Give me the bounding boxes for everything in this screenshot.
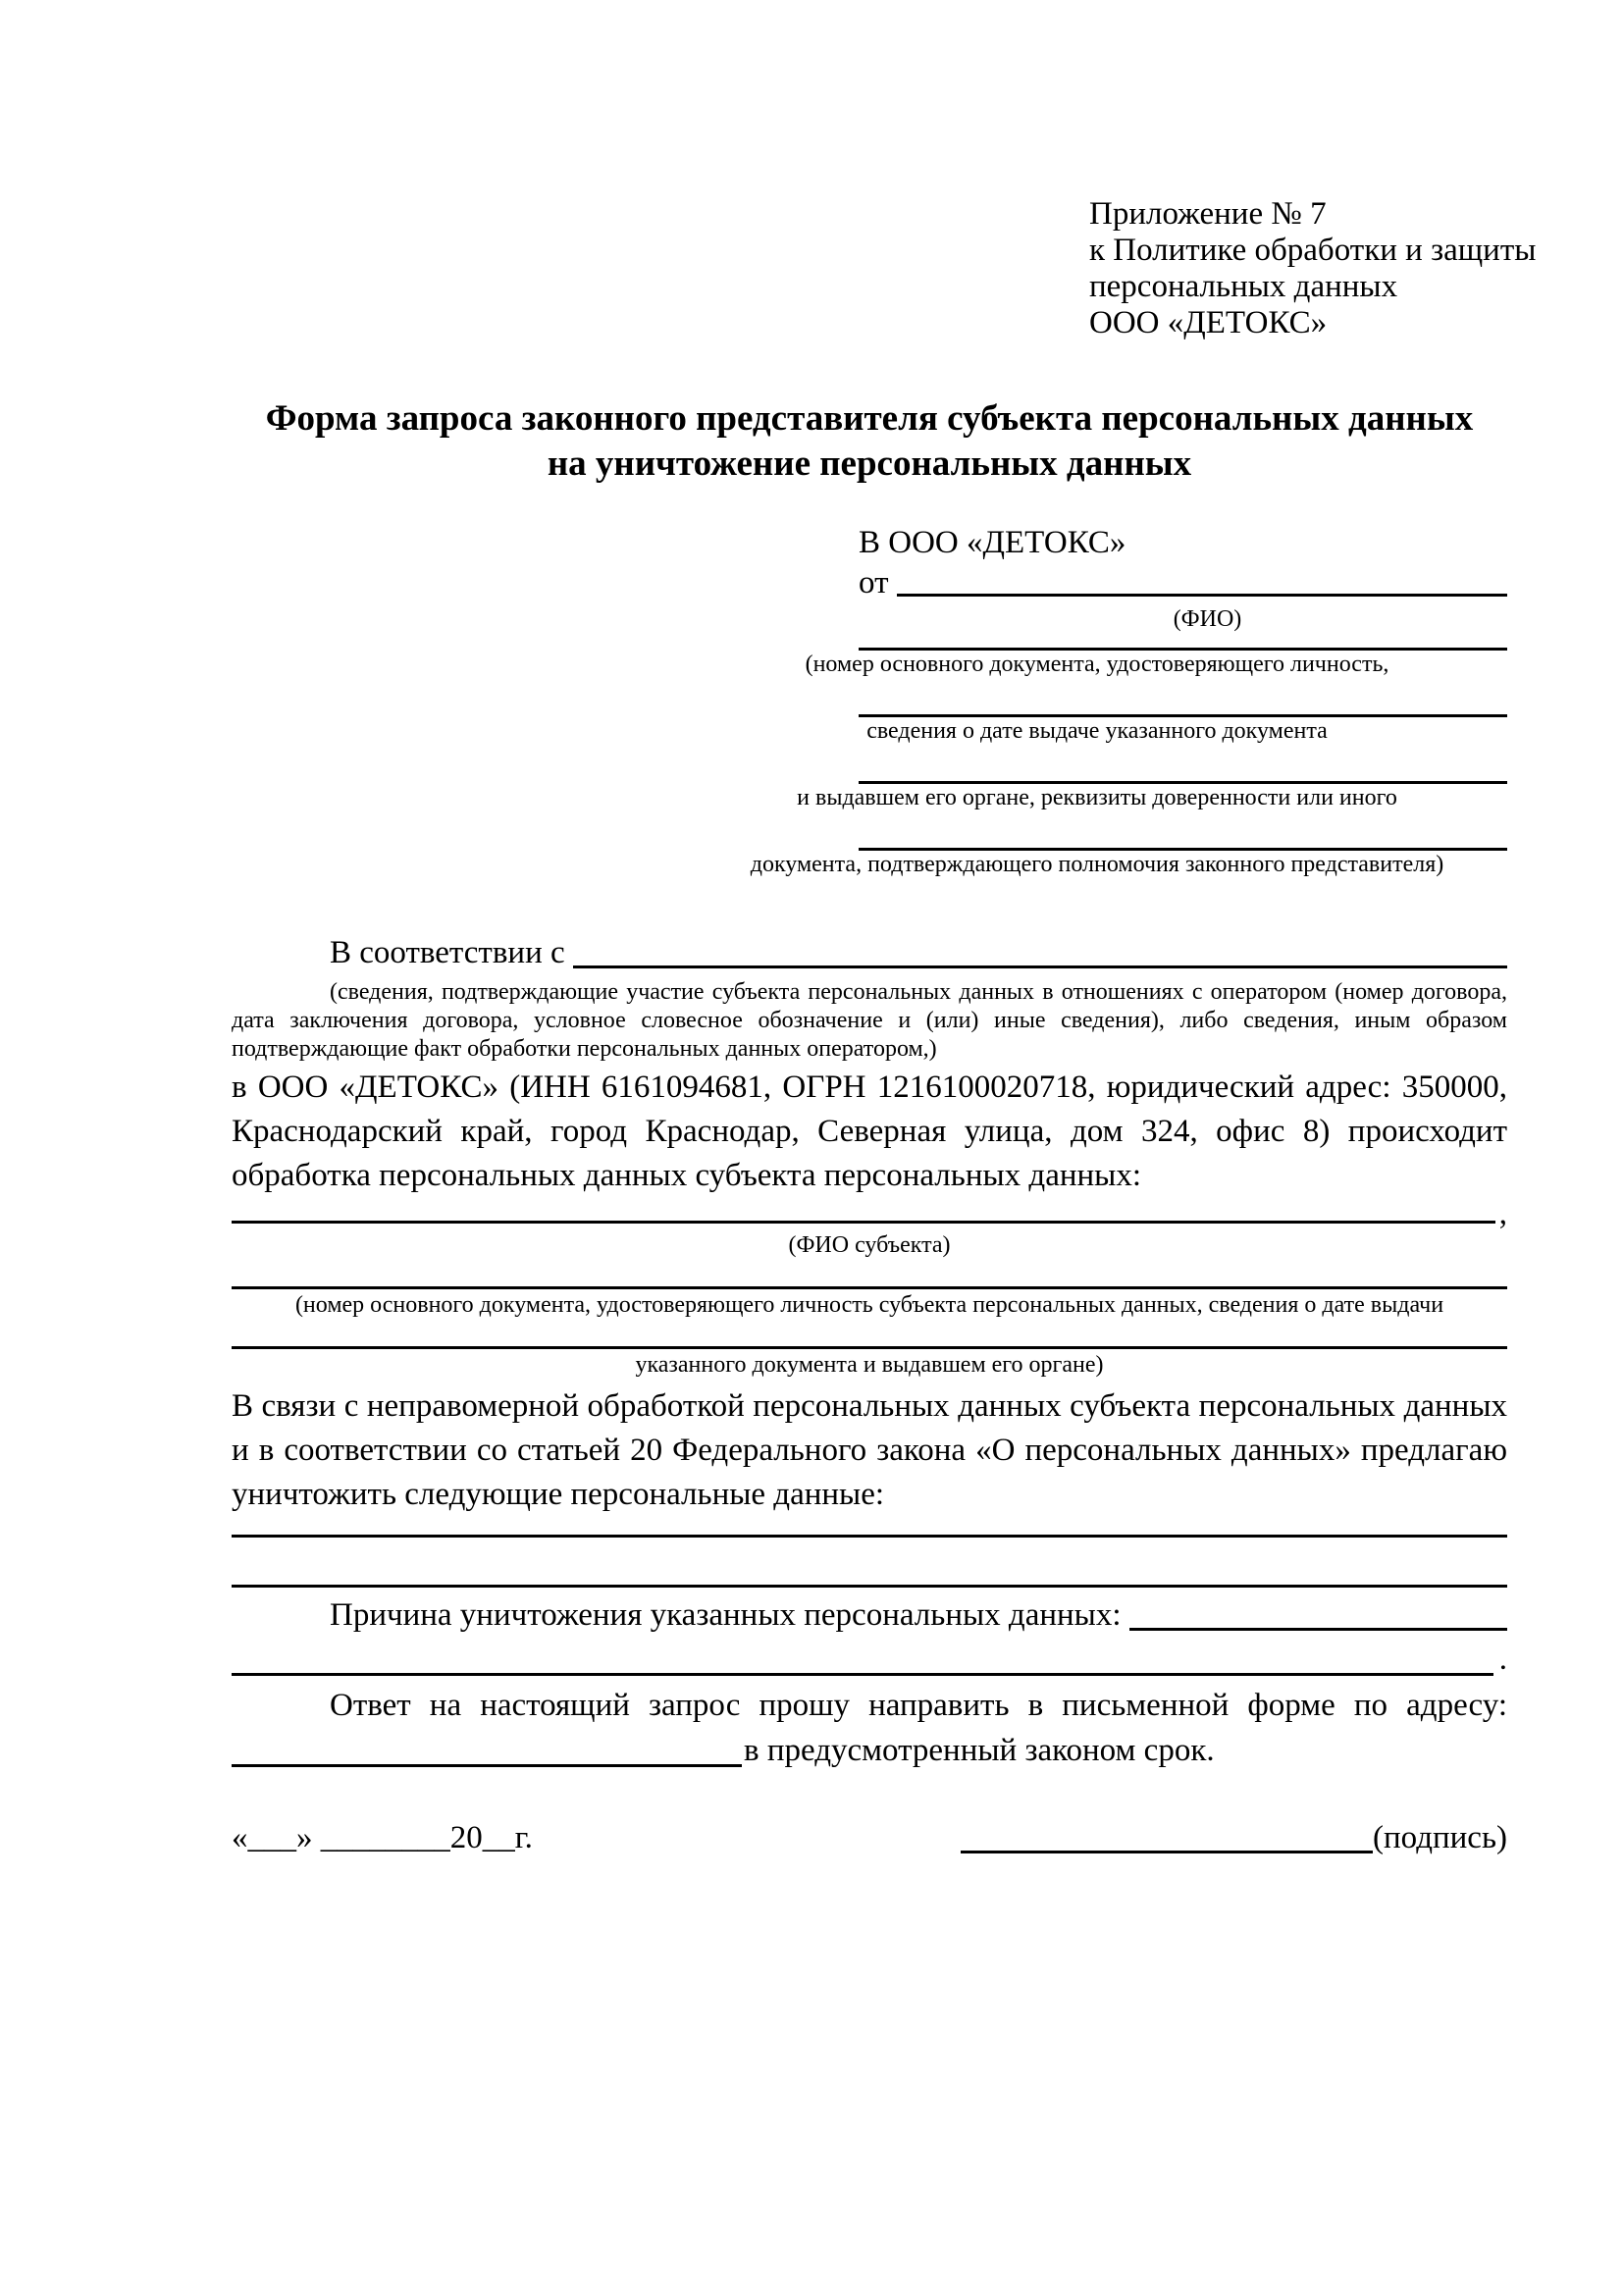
response-paragraph: Ответ на настоящий запрос прошу направить в письменной форме по адресу: bbox=[330, 1688, 1507, 1723]
representative-doc-caption-1: (номер основного документа, удостоверяющего личность, bbox=[805, 652, 1389, 677]
subject-fio-fill-line bbox=[232, 1221, 1495, 1224]
representative-doc-caption-4: документа, подтверждающего полномочия законного представителя) bbox=[750, 852, 1444, 877]
data-to-destroy-fill-line-2 bbox=[232, 1585, 1507, 1588]
accordance-caption: (сведения, подтверждающие участие субъекта персональных данных в отношениях с оператором (номер договора, дата заключения договора, условное словесное обозначение и (или) иные сведения), либо сведения, иным образом подтверждающие факт обработки персональных данных оператором,) bbox=[232, 979, 1507, 1062]
subject-doc-caption-2: указанного документа и выдавшем его органе) bbox=[635, 1352, 1104, 1378]
signature-footer bbox=[232, 1816, 1507, 1859]
representative-doc-caption-2: сведения о дате выдаче указанного документа bbox=[866, 718, 1328, 744]
appendix-line-1: Приложение № 7 bbox=[1089, 196, 1327, 232]
addressee-from-row bbox=[859, 563, 1507, 602]
signature-fill-line bbox=[961, 1851, 1373, 1853]
addressee-block bbox=[750, 522, 1507, 878]
accordance-fill-line bbox=[573, 965, 1507, 968]
document-title-line-2: на уничтожение персональных данных bbox=[547, 444, 1192, 484]
subject-fio-caption: (ФИО субъекта) bbox=[788, 1232, 951, 1258]
accordance-label: В соответствии с bbox=[330, 935, 565, 970]
trailing-comma: , bbox=[1498, 1196, 1507, 1231]
reason-continuation-row bbox=[232, 1637, 1507, 1682]
subject-doc-fill-line-2 bbox=[232, 1346, 1507, 1349]
appendix-header bbox=[1089, 196, 1537, 341]
document-title-line-1: Форма запроса законного представителя субъекта персональных данных bbox=[265, 398, 1474, 439]
appendix-line-3: персональных данных bbox=[1089, 269, 1398, 304]
from-label: от bbox=[859, 565, 889, 600]
document-title bbox=[232, 396, 1507, 487]
subject-doc-fill-line-1 bbox=[232, 1286, 1507, 1289]
appendix-line-2: к Политике обработки и защиты bbox=[1089, 233, 1537, 268]
operator-paragraph: в ООО «ДЕТОКС» (ИНН 6161094681, ОГРН 1216100020718, юридический адрес: 350000, Краснодарский край, город Краснодар, Северная улица, дом 324, офис 8) происходит обработка персональных данных субъекта персональных данных: bbox=[232, 1070, 1507, 1193]
date-line: «___» ________20__г. bbox=[232, 1820, 533, 1855]
response-address-row bbox=[232, 1728, 1507, 1773]
appendix-line-4: ООО «ДЕТОКС» bbox=[1089, 305, 1328, 340]
signature-block bbox=[961, 1816, 1507, 1859]
reason-label: Причина уничтожения указанных персональных данных: bbox=[330, 1597, 1122, 1633]
addressee-to: В ООО «ДЕТОКС» bbox=[859, 525, 1126, 560]
subject-doc-caption-1: (номер основного документа, удостоверяющего личность субъекта персональных данных, сведения о дате выдачи bbox=[294, 1292, 1444, 1318]
demand-paragraph: В связи с неправомерной обработкой персональных данных субъекта персональных данных и в соответствии со статьей 20 Федерального закона «О персональных данных» предлагаю уничтожить следующие персональные данные: bbox=[232, 1388, 1507, 1512]
address-fill-line bbox=[232, 1764, 742, 1767]
data-to-destroy-fill-line-1 bbox=[232, 1535, 1507, 1538]
representative-doc-caption-3: и выдавшем его органе, реквизиты доверенности или иного bbox=[797, 785, 1397, 810]
reason-fill-line bbox=[1129, 1628, 1507, 1631]
accordance-row bbox=[232, 931, 1507, 974]
trailing-period: . bbox=[1498, 1642, 1507, 1677]
subject-fio-row bbox=[232, 1198, 1507, 1229]
fio-caption: (ФИО) bbox=[1173, 606, 1242, 632]
response-tail: в предусмотренный законом срок. bbox=[744, 1733, 1215, 1768]
signature-caption: (подпись) bbox=[1373, 1820, 1507, 1855]
reason-fill-line-2 bbox=[232, 1673, 1493, 1676]
reason-row bbox=[232, 1593, 1507, 1637]
fio-fill-line bbox=[897, 594, 1508, 597]
